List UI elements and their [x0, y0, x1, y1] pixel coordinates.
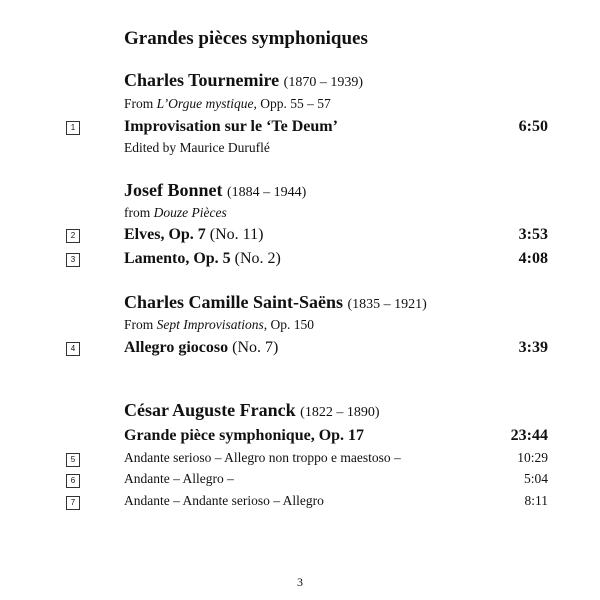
composer-name: Josef Bonnet	[124, 180, 223, 200]
composer-heading	[124, 400, 380, 421]
track-title-main: Elves, Op. 7	[124, 226, 206, 243]
track-row	[0, 118, 600, 140]
composer-name: Charles Camille Saint-Saëns	[124, 292, 344, 312]
track-number: 1	[66, 121, 80, 135]
page-title: Grandes pièces symphoniques	[124, 28, 368, 49]
track-number: 4	[66, 342, 80, 356]
source-line	[124, 205, 227, 221]
track-row	[0, 250, 600, 272]
source-line	[124, 317, 314, 333]
track-title-number: (No. 11)	[205, 226, 264, 243]
composer-name: Charles Tournemire	[124, 70, 280, 90]
track-title: Andante – Allegro –	[124, 471, 234, 486]
track-number: 6	[66, 474, 80, 488]
track-number: 7	[66, 496, 80, 510]
track-duration: 8:11	[524, 493, 548, 508]
page-number: 3	[297, 575, 303, 589]
composer-dates: (1835 – 1921)	[347, 297, 427, 312]
track-title	[124, 339, 278, 357]
track-title: Andante serioso – Allegro non troppo e maestoso –	[124, 450, 401, 465]
source-title: Douze Pièces	[153, 205, 227, 220]
track-title-main: Allegro giocoso	[124, 339, 229, 356]
editor-note: Edited by Maurice Duruflé	[124, 140, 270, 155]
track-duration: 10:29	[517, 450, 548, 465]
composer-name: César Auguste Franck	[124, 400, 296, 420]
composer-heading	[124, 292, 427, 313]
track-duration: 3:39	[518, 339, 548, 356]
source-line	[124, 96, 331, 112]
composer-dates: (1870 – 1939)	[283, 75, 363, 90]
work-title: Grande pièce symphonique, Op. 17	[124, 427, 365, 444]
track-row	[0, 226, 600, 248]
track-title: Andante – Andante serioso – Allegro	[124, 493, 324, 508]
track-duration: 4:08	[518, 250, 548, 267]
composer-dates: (1822 – 1890)	[300, 405, 380, 420]
track-title-number: (No. 2)	[230, 250, 281, 267]
track-title	[124, 250, 281, 268]
source-prefix: From	[124, 317, 157, 332]
track-title-main: Lamento, Op. 5	[124, 250, 231, 267]
track-row	[0, 471, 600, 493]
source-title: Sept Improvisations	[156, 317, 264, 332]
track-title-number: (No. 7)	[228, 339, 279, 356]
composer-heading	[124, 70, 363, 91]
track-duration: 6:50	[518, 118, 548, 135]
composer-dates: (1884 – 1944)	[227, 185, 307, 200]
track-title	[124, 226, 263, 244]
track-number: 5	[66, 453, 80, 467]
track-number: 2	[66, 229, 80, 243]
track-duration: 5:04	[523, 471, 548, 486]
work-duration: 23:44	[510, 427, 548, 444]
track-row	[0, 339, 600, 361]
source-prefix: From	[124, 96, 157, 111]
track-number: 3	[66, 253, 80, 267]
track-title: Improvisation sur le ‘Te Deum’	[124, 118, 338, 135]
source-suffix: , Op. 150	[263, 317, 315, 332]
track-row	[0, 450, 600, 472]
source-title: L’Orgue mystique	[156, 96, 254, 111]
track-duration: 3:53	[518, 226, 548, 243]
track-row	[0, 493, 600, 515]
source-prefix: from	[124, 205, 154, 220]
source-suffix: , Opp. 55 – 57	[253, 96, 331, 111]
composer-heading	[124, 180, 306, 201]
